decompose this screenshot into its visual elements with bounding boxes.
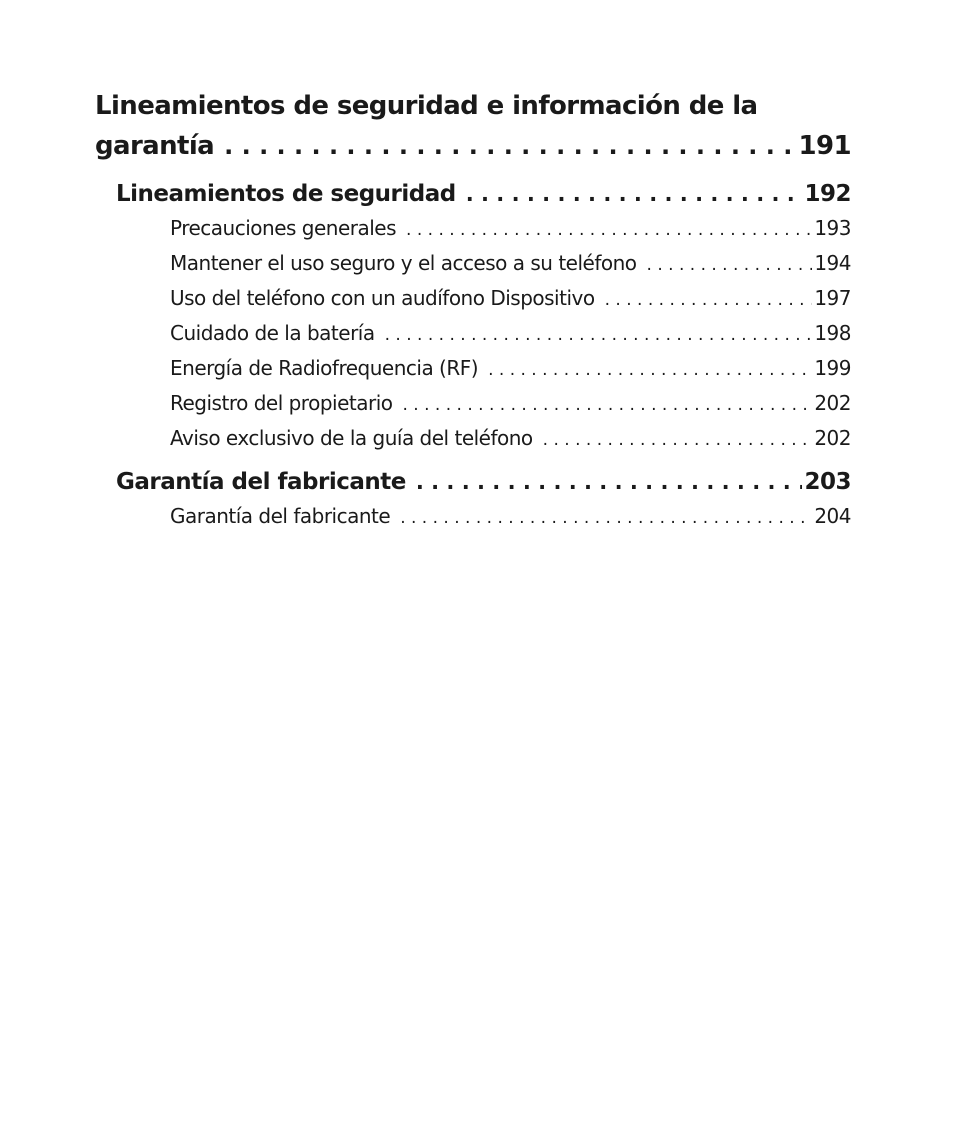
entry-title: Registro del propietario xyxy=(170,391,393,415)
table-of-contents xyxy=(95,86,851,534)
toc-entry[interactable] xyxy=(95,351,851,386)
entry-title: Garantía del fabricante xyxy=(170,504,391,528)
dot-leader xyxy=(543,423,813,458)
toc-entry[interactable] xyxy=(95,246,851,281)
section-title: Lineamientos de seguridad xyxy=(116,181,456,207)
toc-section-heading[interactable] xyxy=(95,465,851,499)
dot-leader xyxy=(400,501,812,536)
entry-page-number: 199 xyxy=(814,356,851,380)
entry-title: Uso del teléfono con un audífono Dispositivo xyxy=(170,286,595,310)
dot-leader xyxy=(416,465,803,499)
toc-entry[interactable] xyxy=(95,281,851,316)
entry-title: Mantener el uso seguro y el acceso a su teléfono xyxy=(170,251,637,275)
entry-title: Aviso exclusivo de la guía del teléfono xyxy=(170,426,533,450)
entry-page-number: 202 xyxy=(814,426,851,450)
toc-entry[interactable] xyxy=(95,421,851,456)
dot-leader xyxy=(406,213,812,248)
toc-section-heading[interactable] xyxy=(95,177,851,211)
entry-page-number: 194 xyxy=(814,251,851,275)
entry-title: Cuidado de la batería xyxy=(170,321,375,345)
chapter-page-number: 191 xyxy=(798,131,851,161)
chapter-title-line1: Lineamientos de seguridad e información de la xyxy=(95,91,758,121)
entry-page-number: 198 xyxy=(814,321,851,345)
chapter-title-line2: garantía xyxy=(95,131,215,161)
toc-entry[interactable] xyxy=(95,316,851,351)
dot-leader xyxy=(605,283,813,318)
dot-leader xyxy=(403,388,813,423)
toc-entry[interactable] xyxy=(95,499,851,534)
dot-leader xyxy=(466,177,803,211)
entry-page-number: 204 xyxy=(814,504,851,528)
dot-leader xyxy=(224,126,796,166)
toc-entry[interactable] xyxy=(95,211,851,246)
dot-leader xyxy=(385,318,813,353)
entry-page-number: 193 xyxy=(814,216,851,240)
dot-leader xyxy=(647,248,813,283)
entry-page-number: 197 xyxy=(814,286,851,310)
entry-page-number: 202 xyxy=(814,391,851,415)
dot-leader xyxy=(488,353,812,388)
section-page-number: 203 xyxy=(804,469,851,495)
entry-title: Precauciones generales xyxy=(170,216,397,240)
toc-chapter-heading[interactable] xyxy=(95,86,851,166)
toc-entry[interactable] xyxy=(95,386,851,421)
section-page-number: 192 xyxy=(804,181,851,207)
entry-title: Energía de Radiofrequencia (RF) xyxy=(170,356,479,380)
section-title: Garantía del fabricante xyxy=(116,469,406,495)
